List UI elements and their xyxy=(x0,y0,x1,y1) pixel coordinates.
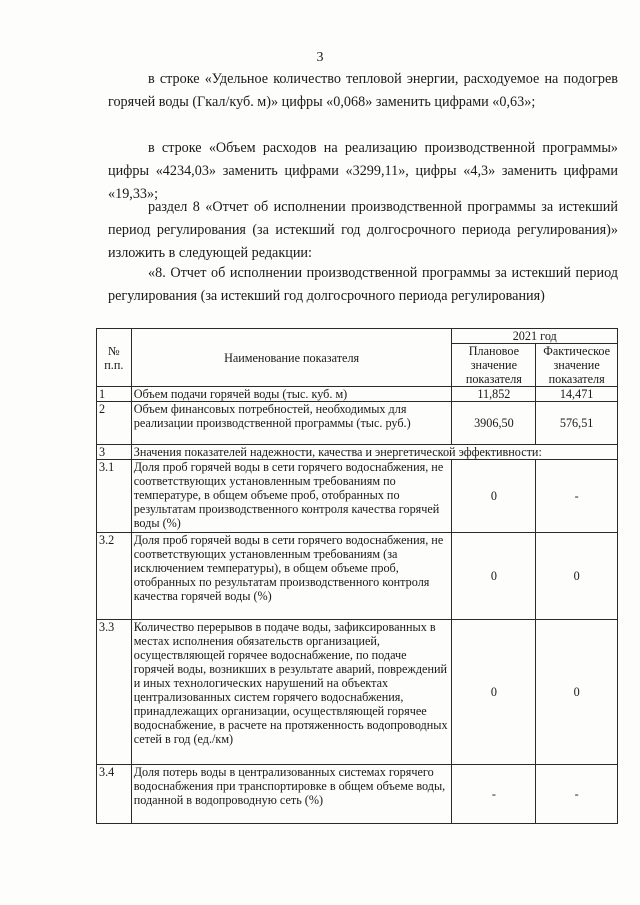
paragraph-heat-energy: в строке «Удельное количество тепловой энергии, расходуемое на подогрев горячей воды (Гкал/куб. м)» цифры «0,068» заменить цифрами «0,63»; xyxy=(108,71,618,110)
table-row xyxy=(97,765,618,824)
table-row xyxy=(97,533,618,620)
row-fact: - xyxy=(536,765,618,824)
row-num: 1 xyxy=(97,387,132,402)
row-plan: 0 xyxy=(452,533,536,620)
header-name: Наименование показателя xyxy=(131,329,452,387)
row-plan: 0 xyxy=(452,620,536,765)
table-row xyxy=(97,402,618,445)
row-fact: 576,51 xyxy=(536,402,618,445)
paragraph-expenses: в строке «Объем расходов на реализацию производственной программы» цифры «4234,03» заменить цифрами «3299,11», цифры «4,3» заменить цифрами «19,33»; xyxy=(108,140,618,202)
row-plan: - xyxy=(452,765,536,824)
header-plan: Плановое значение показателя xyxy=(452,344,536,387)
page-number: 3 xyxy=(316,50,324,65)
row-num: 3.4 xyxy=(97,765,132,824)
row-fact: 0 xyxy=(536,620,618,765)
row-num: 3 xyxy=(97,445,132,460)
report-table xyxy=(96,328,618,824)
row-name: Доля проб горячей воды в сети горячего водоснабжения, не соответствующих установленным требованиям (за исключением температуры), в общем объеме проб, отобранных по результатам производственного контроля качества горячей воды (%) xyxy=(131,533,452,620)
row-fact: 0 xyxy=(536,533,618,620)
row-fact: 14,471 xyxy=(536,387,618,402)
row-num: 3.3 xyxy=(97,620,132,765)
header-row xyxy=(97,329,618,344)
header-fact: Фактическое значение показателя xyxy=(536,344,618,387)
report-heading: «8. Отчет об исполнении производственной программы за истекший период регулирования (за истекший год долгосрочного периода регулирования) xyxy=(108,265,618,304)
table-row xyxy=(97,620,618,765)
row-plan: 3906,50 xyxy=(452,402,536,445)
row-name: Значения показателей надежности, качества и энергетической эффективности: xyxy=(131,445,617,460)
row-name: Объем подачи горячей воды (тыс. куб. м) xyxy=(131,387,452,402)
row-plan: 0 xyxy=(452,460,536,533)
row-num: 3.1 xyxy=(97,460,132,533)
row-num: 2 xyxy=(97,402,132,445)
row-plan: 11,852 xyxy=(452,387,536,402)
header-year: 2021 год xyxy=(452,329,618,344)
row-fact: - xyxy=(536,460,618,533)
table-row xyxy=(97,460,618,533)
row-num: 3.2 xyxy=(97,533,132,620)
row-name: Количество перерывов в подаче воды, зафиксированных в местах исполнения обязательств организацией, осуществляющей горячее водоснабжение, по подаче горячей воды, возникших в результате аварий, повреждений и иных технологических нарушений на объектах централизованных систем горячего водоснабжения, принадлежащих организации, осуществляющей горячее водоснабжение, в расчете на протяженность водопроводных сетей в год (ед./км) xyxy=(131,620,452,765)
table-row xyxy=(97,445,618,460)
paragraph-section-8: раздел 8 «Отчет об исполнении производственной программы за истекший период регулирования (за истекший год долгосрочного периода регулирования)» изложить в следующей редакции: xyxy=(108,199,618,261)
table-row xyxy=(97,387,618,402)
row-name: Доля проб горячей воды в сети горячего водоснабжения, не соответствующих установленным требованиям по температуре, в общем объеме проб, отобранных по результатам производственного контроля качества горячей воды (%) xyxy=(131,460,452,533)
header-num: № п.п. xyxy=(97,329,132,387)
row-name: Объем финансовых потребностей, необходимых для реализации производственной программы (тыс. руб.) xyxy=(131,402,452,445)
row-name: Доля потерь воды в централизованных системах горячего водоснабжения при транспортировке в общем объеме воды, поданной в водопроводную сеть (%) xyxy=(131,765,452,824)
